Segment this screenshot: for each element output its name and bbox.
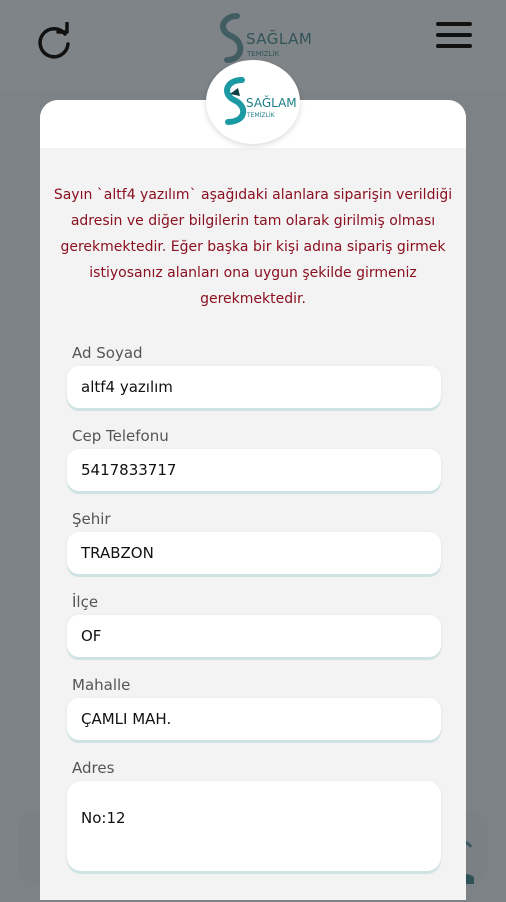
brand-logo-subtext: TEMİZLİK [247, 50, 280, 58]
refresh-icon[interactable] [34, 22, 74, 62]
menu-icon[interactable] [436, 22, 472, 54]
intro-text: Sayın `altf4 yazılım` aşağıdaki alanlara siparişin verildiği adresin ve diğer bilgilerin tam olarak girilmiş olması gerekmektedir. Eğer başka bir kişi adına sipariş girmek istiyosanız alanları ona uygun şekilde girmeniz gerekmektedir. [53, 187, 453, 307]
neighborhood-field[interactable] [67, 698, 441, 740]
modal-logo [206, 60, 300, 144]
district-field[interactable] [67, 615, 441, 657]
district-label: İlçe [72, 593, 99, 611]
city-field[interactable] [67, 532, 441, 574]
name-label: Ad Soyad [72, 344, 143, 362]
address-field[interactable]: No:12 [67, 781, 441, 871]
city-label: Şehir [72, 510, 111, 528]
phone-label: Cep Telefonu [72, 427, 169, 445]
address-label: Adres [72, 759, 115, 777]
modal-logo-subtext: TEMİZLİK [247, 112, 275, 119]
brand-logo-text: SAĞLAM [246, 30, 313, 48]
neighborhood-label: Mahalle [72, 676, 131, 694]
order-info-modal [40, 100, 466, 900]
phone-field[interactable] [67, 449, 441, 491]
modal-logo-text: SAĞLAM [246, 96, 297, 110]
name-field[interactable] [67, 366, 441, 408]
